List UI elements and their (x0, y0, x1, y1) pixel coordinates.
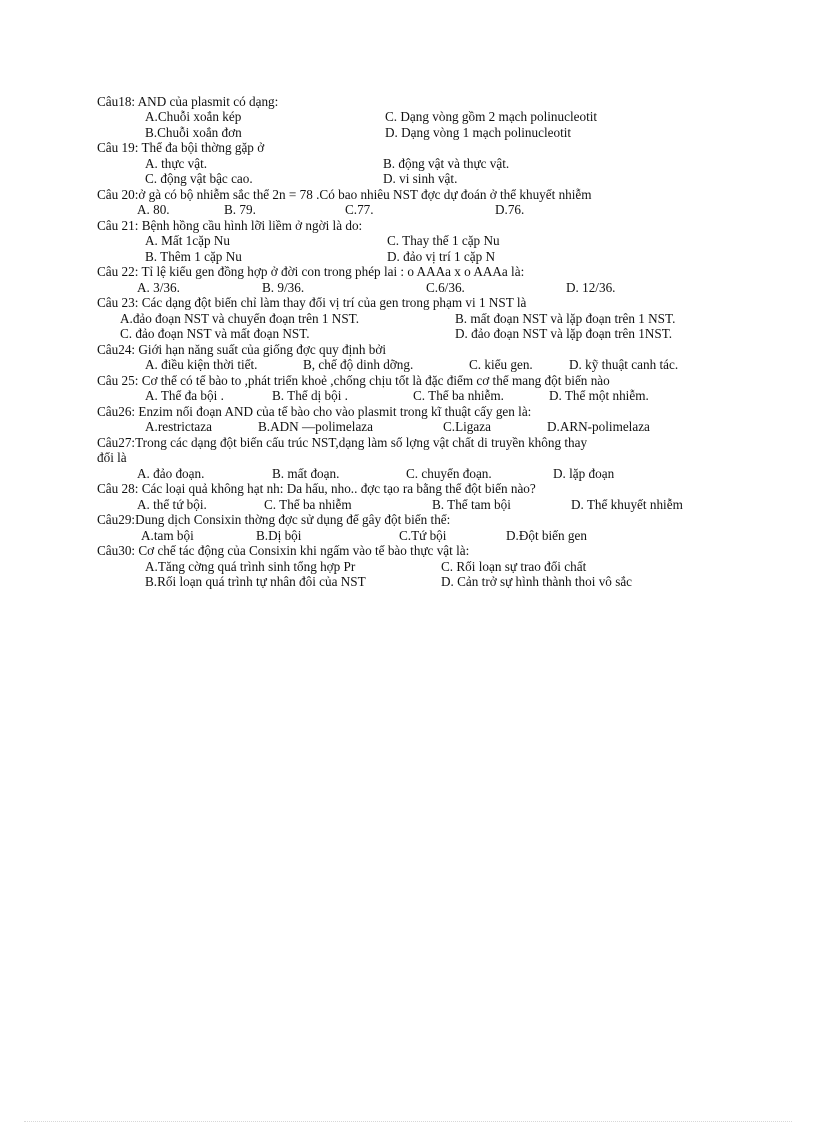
question-30-option-d: D. Cản trở sự hình thành thoi vô sắc (441, 574, 633, 589)
question-29-stem: Câu29:Dung dịch Consixin thờng đợc sử dụng để gây đột biến thể: (97, 512, 451, 527)
question-18-option-d: D. Dạng vòng 1 mạch polinucleotit (385, 125, 572, 140)
question-25-option-b: B. Thể dị bội . (272, 388, 348, 403)
question-24-option-a: A. điều kiện thời tiết. (145, 357, 258, 372)
question-25-option-d: D. Thể một nhiễm. (549, 388, 649, 403)
question-25-option-a: A. Thể đa bội . (145, 388, 224, 403)
question-19-option-c: C. động vật bậc cao. (145, 171, 253, 186)
question-22-option-b: B. 9/36. (262, 280, 305, 295)
question-21-stem: Câu 21: Bệnh hồng cầu hình lỡi liềm ở ngời là do: (97, 218, 363, 233)
question-23-option-d: D. đảo đoạn NST và lặp đoạn trên 1NST. (455, 326, 673, 341)
question-30-option-b: B.Rối loạn quá trình tự nhân đôi của NST (145, 574, 366, 589)
question-21-option-d: D. đảo vị trí 1 cặp N (387, 249, 496, 264)
question-21-option-c: C. Thay thế 1 cặp Nu (387, 233, 500, 248)
question-19-option-b: B. động vật và thực vật. (383, 156, 510, 171)
question-29-option-a: A.tam bội (141, 528, 194, 543)
question-27-option-c: C. chuyển đoạn. (406, 466, 492, 481)
question-27-option-a: A. đảo đoạn. (137, 466, 205, 481)
question-18-option-b: B.Chuỗi xoắn đơn (145, 125, 242, 140)
question-19-option-d: D. vi sinh vật. (383, 171, 458, 186)
question-30-stem: Câu30: Cơ chế tác động của Consixin khi ngấm vào tế bào thực vật là: (97, 543, 470, 558)
question-28-option-a: A. thể tứ bội. (137, 497, 207, 512)
question-30-option-c: C. Rối loạn sự trao đổi chất (441, 559, 587, 574)
question-20-stem: Câu 20:ở gà có bộ nhiễm sắc thể 2n = 78 .Có bao nhiêu NST đợc dự đoán ở thể khuyết nhiễm (97, 187, 592, 202)
question-27-option-d: D. lặp đoạn (553, 466, 615, 481)
question-26-stem: Câu26: Enzim nối đoạn AND của tế bào cho vào plasmit trong kĩ thuật cấy gen là: (97, 404, 532, 419)
question-18-option-c: C. Dạng vòng gồm 2 mạch polinucleotit (385, 109, 598, 124)
question-22-option-d: D. 12/36. (566, 280, 616, 295)
question-27-stem-continued: đổi là (97, 450, 127, 465)
question-28-option-b: B. Thể tam bội (432, 497, 511, 512)
question-24-option-c: C. kiểu gen. (469, 357, 533, 372)
question-18-option-a: A.Chuỗi xoắn kép (145, 109, 242, 124)
question-22-option-c: C.6/36. (426, 280, 465, 295)
question-23-stem: Câu 23: Các dạng đột biến chỉ làm thay đổi vị trí của gen trong phạm vi 1 NST là (97, 295, 527, 310)
question-21-option-a: A. Mất 1cặp Nu (145, 233, 230, 248)
question-21-option-b: B. Thêm 1 cặp Nu (145, 249, 242, 264)
question-22-stem: Câu 22: Tỉ lệ kiểu gen đồng hợp ở đời con trong phép lai : o AAAa x o AAAa là: (97, 264, 525, 279)
question-20-option-c: C.77. (345, 202, 374, 217)
question-25-stem: Câu 25: Cơ thể có tế bào to ,phát triển khoẻ ,chống chịu tốt là đặc điểm cơ thể mang đột biến nào (97, 373, 610, 388)
question-24-option-d: D. kỹ thuật canh tác. (569, 357, 679, 372)
page-bottom-edge (24, 1121, 792, 1122)
question-26-option-b: B.ADN —polimelaza (258, 419, 373, 434)
question-25-option-c: C. Thể ba nhiễm. (413, 388, 504, 403)
question-26-option-d: D.ARN-polimelaza (547, 419, 650, 434)
question-27-option-b: B. mất đoạn. (272, 466, 340, 481)
question-23-option-a: A.đảo đoạn NST và chuyển đoạn trên 1 NST. (120, 311, 360, 326)
question-29-option-d: D.Đột biến gen (506, 528, 587, 543)
question-19-stem: Câu 19: Thể đa bội thờng gặp ở (97, 140, 265, 155)
question-27-stem: Câu27:Trong các dạng đột biến cấu trúc NST,dạng làm số lợng vật chất di truyền không thay (97, 435, 588, 450)
question-26-option-c: C.Ligaza (443, 419, 491, 434)
question-29-option-c: C.Tứ bội (399, 528, 447, 543)
question-22-option-a: A. 3/36. (137, 280, 180, 295)
question-28-option-d: D. Thể khuyết nhiễm (571, 497, 683, 512)
question-29-option-b: B.Dị bội (256, 528, 302, 543)
question-23-option-c: C. đảo đoạn NST và mất đoạn NST. (120, 326, 310, 341)
question-24-option-b: B, chế độ dinh dỡng. (303, 357, 414, 372)
question-26-option-a: A.restrictaza (145, 419, 212, 434)
question-20-option-b: B. 79. (224, 202, 256, 217)
question-18-stem: Câu18: AND của plasmit có dạng: (97, 94, 279, 109)
question-28-stem: Câu 28: Các loại quả không hạt nh: Da hấu, nho.. đợc tạo ra bằng thể đột biến nào? (97, 481, 536, 496)
question-28-option-c: C. Thể ba nhiễm (264, 497, 352, 512)
question-23-option-b: B. mất đoạn NST và lặp đoạn trên 1 NST. (455, 311, 676, 326)
question-30-option-a: A.Tăng cờng quá trình sinh tổng hợp Pr (145, 559, 356, 574)
question-20-option-a: A. 80. (137, 202, 170, 217)
question-19-option-a: A. thực vật. (145, 156, 208, 171)
question-20-option-d: D.76. (495, 202, 525, 217)
question-24-stem: Câu24: Giới hạn năng suất của giống đợc quy định bởi (97, 342, 387, 357)
